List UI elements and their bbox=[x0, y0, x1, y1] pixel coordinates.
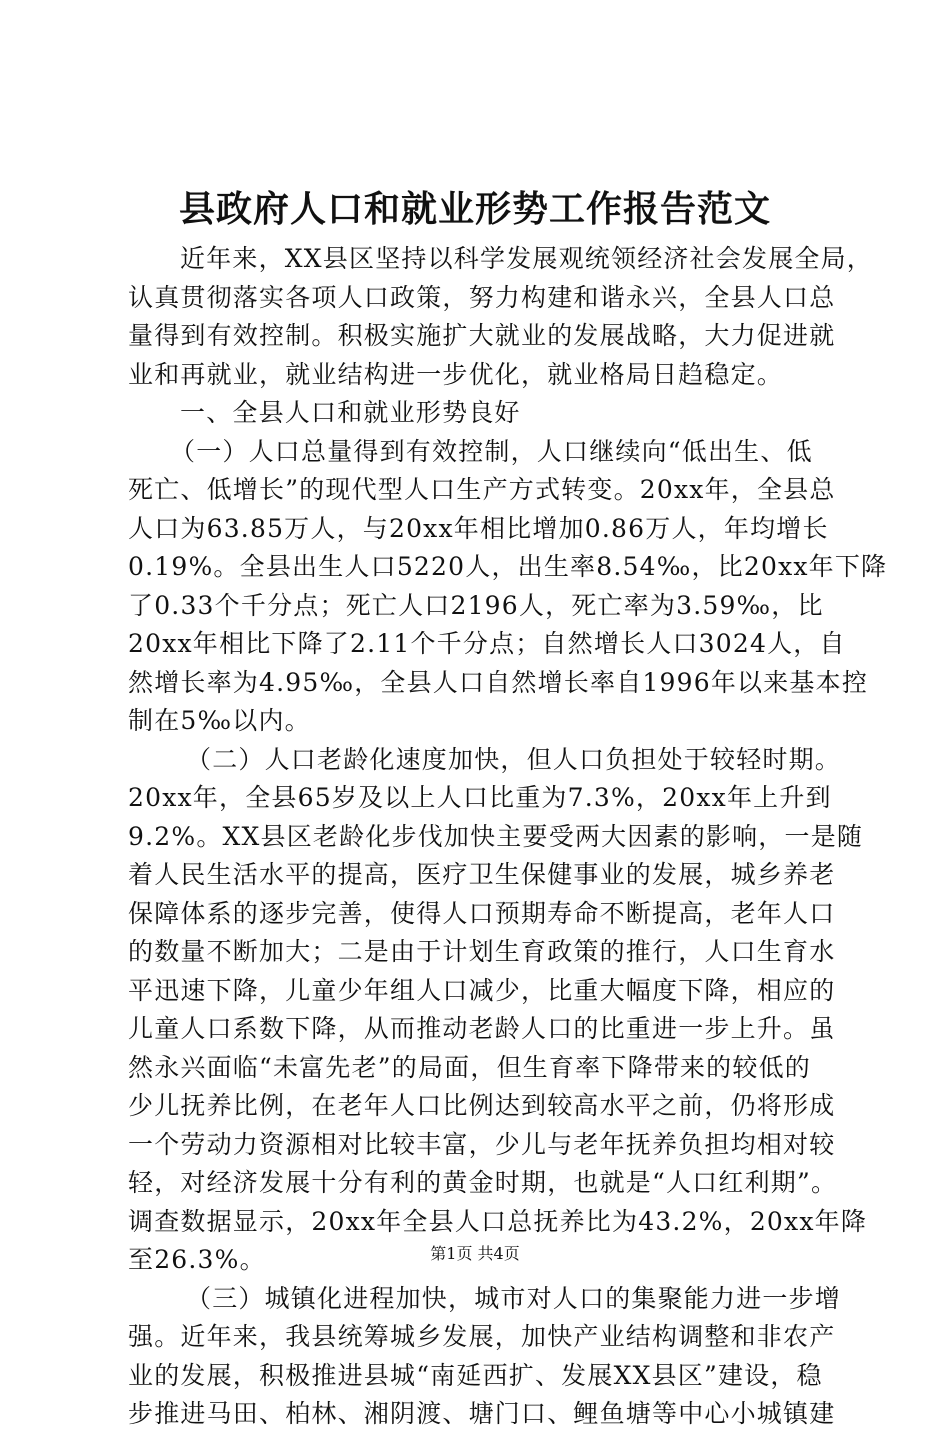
paragraph-line: （一）人口总量得到有效控制，人口继续向“低出生、低 bbox=[170, 436, 813, 466]
paragraph-line: 轻，对经济发展十分有利的黄金时期，也就是“人口红利期”。 bbox=[128, 1168, 838, 1197]
page-number-footer: 第1页 共4页 bbox=[430, 1244, 520, 1263]
paragraph-line: 儿童人口系数下降，从而推动老龄人口的比重进一步上升。虽 bbox=[128, 1014, 836, 1043]
paragraph-line: 的数量不断加大；二是由于计划生育政策的推行，人口生育水 bbox=[128, 937, 836, 966]
paragraph-line: 9.2%。XX县区老龄化步伐加快主要受两大因素的影响，一是随 bbox=[128, 821, 864, 851]
paragraph-line: 一个劳动力资源相对比较丰富，少儿与老年抚养负担均相对较 bbox=[128, 1129, 836, 1159]
paragraph-line: 保障体系的逐步完善，使得人口预期寿命不断提高，老年人口 bbox=[128, 898, 836, 928]
paragraph-line: 然永兴面临“未富先老”的局面，但生育率下降带来的较低的 bbox=[128, 1052, 811, 1082]
paragraph-line: 近年来，XX县区坚持以科学发展观统领经济社会发展全局， bbox=[180, 244, 873, 273]
paragraph-line: （二）人口老龄化速度加快，但人口负担处于较轻时期。 bbox=[186, 744, 842, 774]
paragraph-line: 然增长率为4.95‰，全县人口自然增长率自1996年以来基本控 bbox=[128, 667, 869, 697]
paragraph-line: 业的发展，积极推进县城“南延西扩、发展XX县区”建设，稳 bbox=[128, 1360, 823, 1390]
paragraph-line: 强。近年来，我县统筹城乡发展，加快产业结构调整和非农产 bbox=[128, 1322, 836, 1351]
paragraph-line: 至26.3%。 bbox=[128, 1245, 266, 1274]
paragraph-line: 了0.33个千分点；死亡人口2196人，死亡率为3.59‰，比 bbox=[128, 590, 824, 620]
paragraph-line: 着人民生活水平的提高，医疗卫生保健事业的发展，城乡养老 bbox=[128, 860, 836, 889]
paragraph-line: 步推进马田、柏林、湘阴渡、塘门口、鲤鱼塘等中心小城镇建 bbox=[128, 1399, 836, 1428]
paragraph-line: 0.19%。全县出生人口5220人，出生率8.54‰，比20xx年下降 bbox=[128, 552, 888, 581]
paragraph-line: 人口为63.85万人，与20xx年相比增加0.86万人，年均增长 bbox=[128, 513, 829, 543]
section-heading: 一、全县人口和就业形势良好 bbox=[180, 398, 521, 427]
paragraph-line: 量得到有效控制。积极实施扩大就业的发展战略，大力促进就 bbox=[128, 321, 836, 350]
paragraph-line: （三）城镇化进程加快，城市对人口的集聚能力进一步增 bbox=[186, 1283, 842, 1313]
paragraph-line: 20xx年，全县65岁及以上人口比重为7.3%，20xx年上升到 bbox=[128, 783, 832, 812]
paragraph-line: 业和再就业，就业结构进一步优化，就业格局日趋稳定。 bbox=[128, 359, 784, 389]
paragraph-line: 少儿抚养比例，在老年人口比例达到较高水平之前，仍将形成 bbox=[128, 1091, 836, 1120]
paragraph-line: 制在5‰以内。 bbox=[128, 706, 311, 735]
paragraph-line: 调查数据显示，20xx年全县人口总抚养比为43.2%，20xx年降 bbox=[128, 1206, 868, 1236]
paragraph-line: 平迅速下降，儿童少年组人口减少，比重大幅度下降，相应的 bbox=[128, 975, 836, 1005]
document-title: 县政府人口和就业形势工作报告范文 bbox=[178, 188, 771, 230]
paragraph-line: 认真贯彻落实各项人口政策，努力构建和谐永兴，全县人口总 bbox=[128, 282, 836, 312]
paragraph-line: 死亡、低增长”的现代型人口生产方式转变。20xx年，全县总 bbox=[128, 475, 836, 504]
paragraph-line: 20xx年相比下降了2.11个千分点；自然增长人口3024人，自 bbox=[128, 629, 846, 658]
